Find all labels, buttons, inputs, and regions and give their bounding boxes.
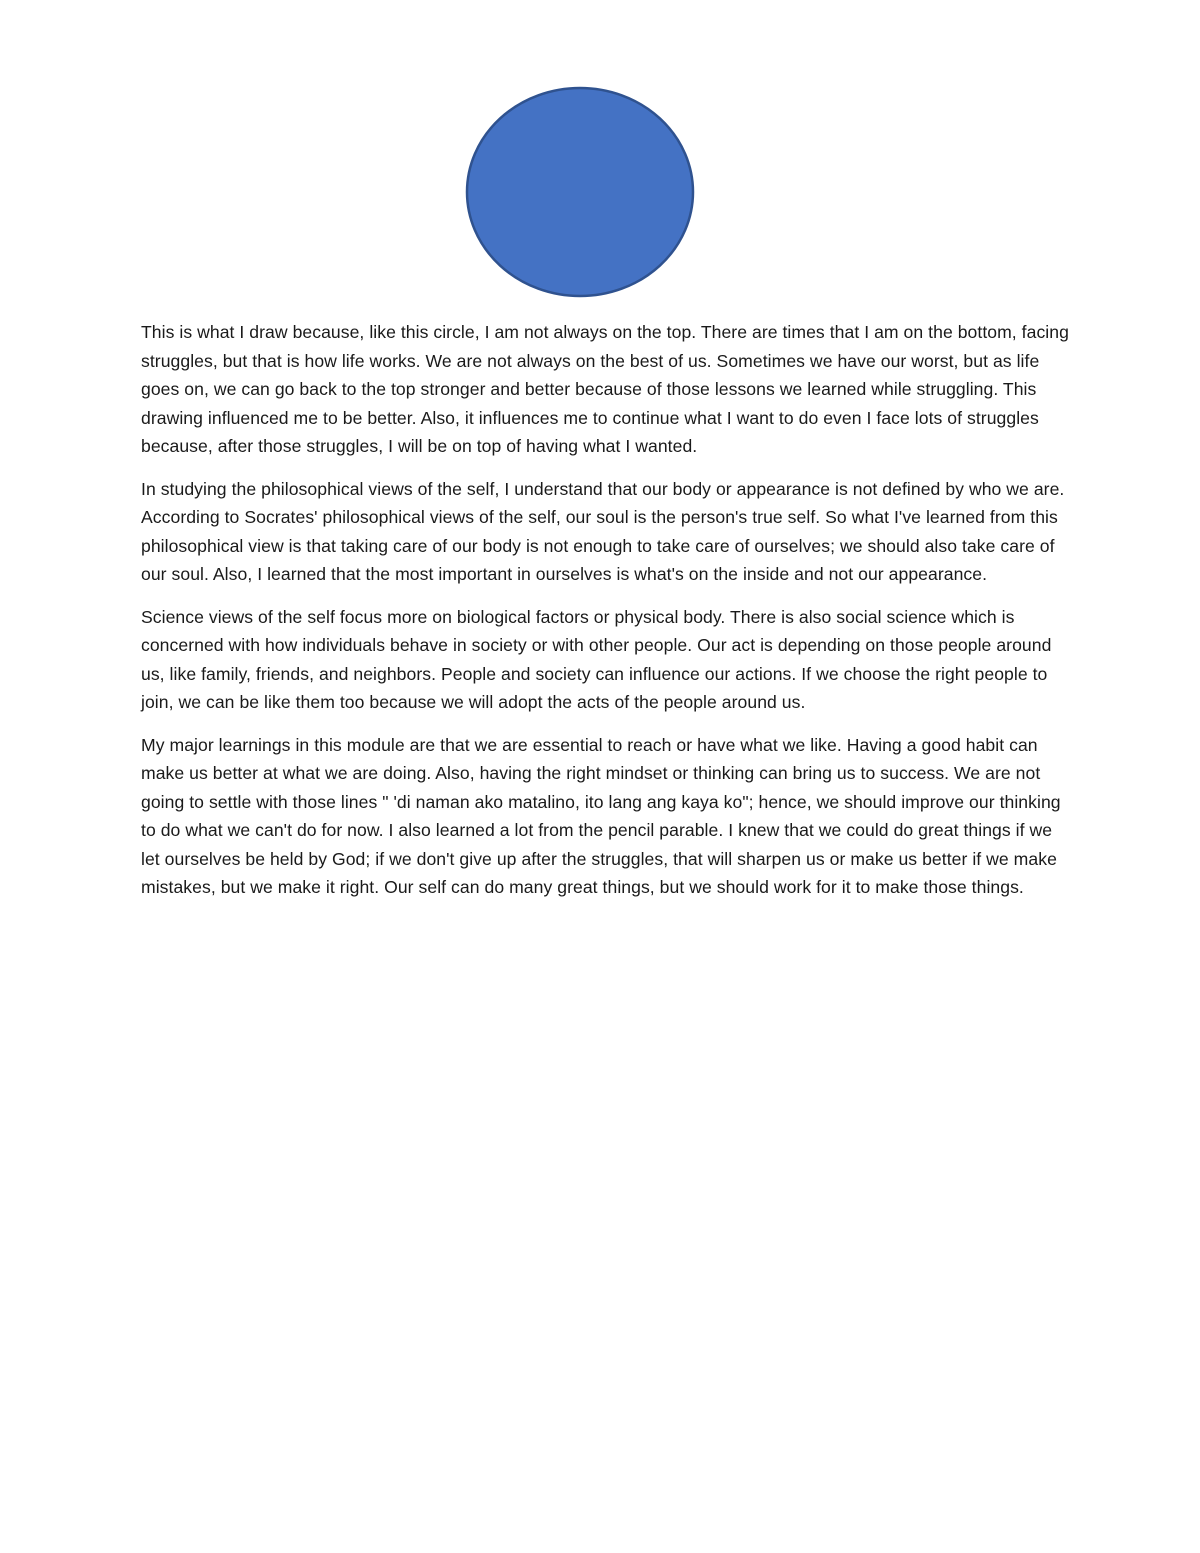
paragraph-philosophical-views: In studying the philosophical views of the self, I understand that our body or appearance is not defined by who we are. According to Socrates' philosophical views of the self, our soul is the person's true self. So what I've learned from this philosophical view is that taking care of our body is not enough to take care of ourselves; we should also take care of our soul. Also, I learned that the most important in ourselves is what's on the inside and not our appearance.	[141, 478, 1065, 584]
paragraph-major-learnings: My major learnings in this module are that we are essential to reach or have what we like. Having a good habit can make us better at what we are doing. Also, having the right mindset or thinking can bring us to success. We are not going to settle with those lines " 'di naman ako matalino, ito lang ang kaya ko"; hence, we should improve our thinking to do what we can't do for now. I also learned a lot from the pencil parable. I knew that we could do great things if we let ourselves be held by God; if we don't give up after the struggles, that will sharpen us or make us better if we make mistakes, but we make it right. Our self can do many great things, but we should work for it to make those things.	[141, 734, 1061, 897]
paragraph-science-views: Science views of the self focus more on biological factors or physical body. There is also social science which is concerned with how individuals behave in society or with other people. Our act is depending on those people around us, like family, friends, and neighbors. People and society can influence our actions. If we choose the right people to join, we can be like them too because we will adopt the acts of the people around us.	[141, 606, 1052, 712]
essay-body	[141, 318, 1071, 916]
paragraph-drawing-reflection: This is what I draw because, like this circle, I am not always on the top. There are times that I am on the bottom, facing struggles, but that is how life works. We are not always on the best of us. Sometimes we have our worst, but as life goes on, we can go back to the top stronger and better because of those lessons we learned while struggling. This drawing influenced me to be better. Also, it influences me to continue what I want to do even I face lots of struggles because, after those struggles, I will be on top of having what I wanted.	[141, 322, 1069, 456]
blue-circle-drawing	[463, 85, 697, 299]
circle-shape	[467, 88, 693, 296]
